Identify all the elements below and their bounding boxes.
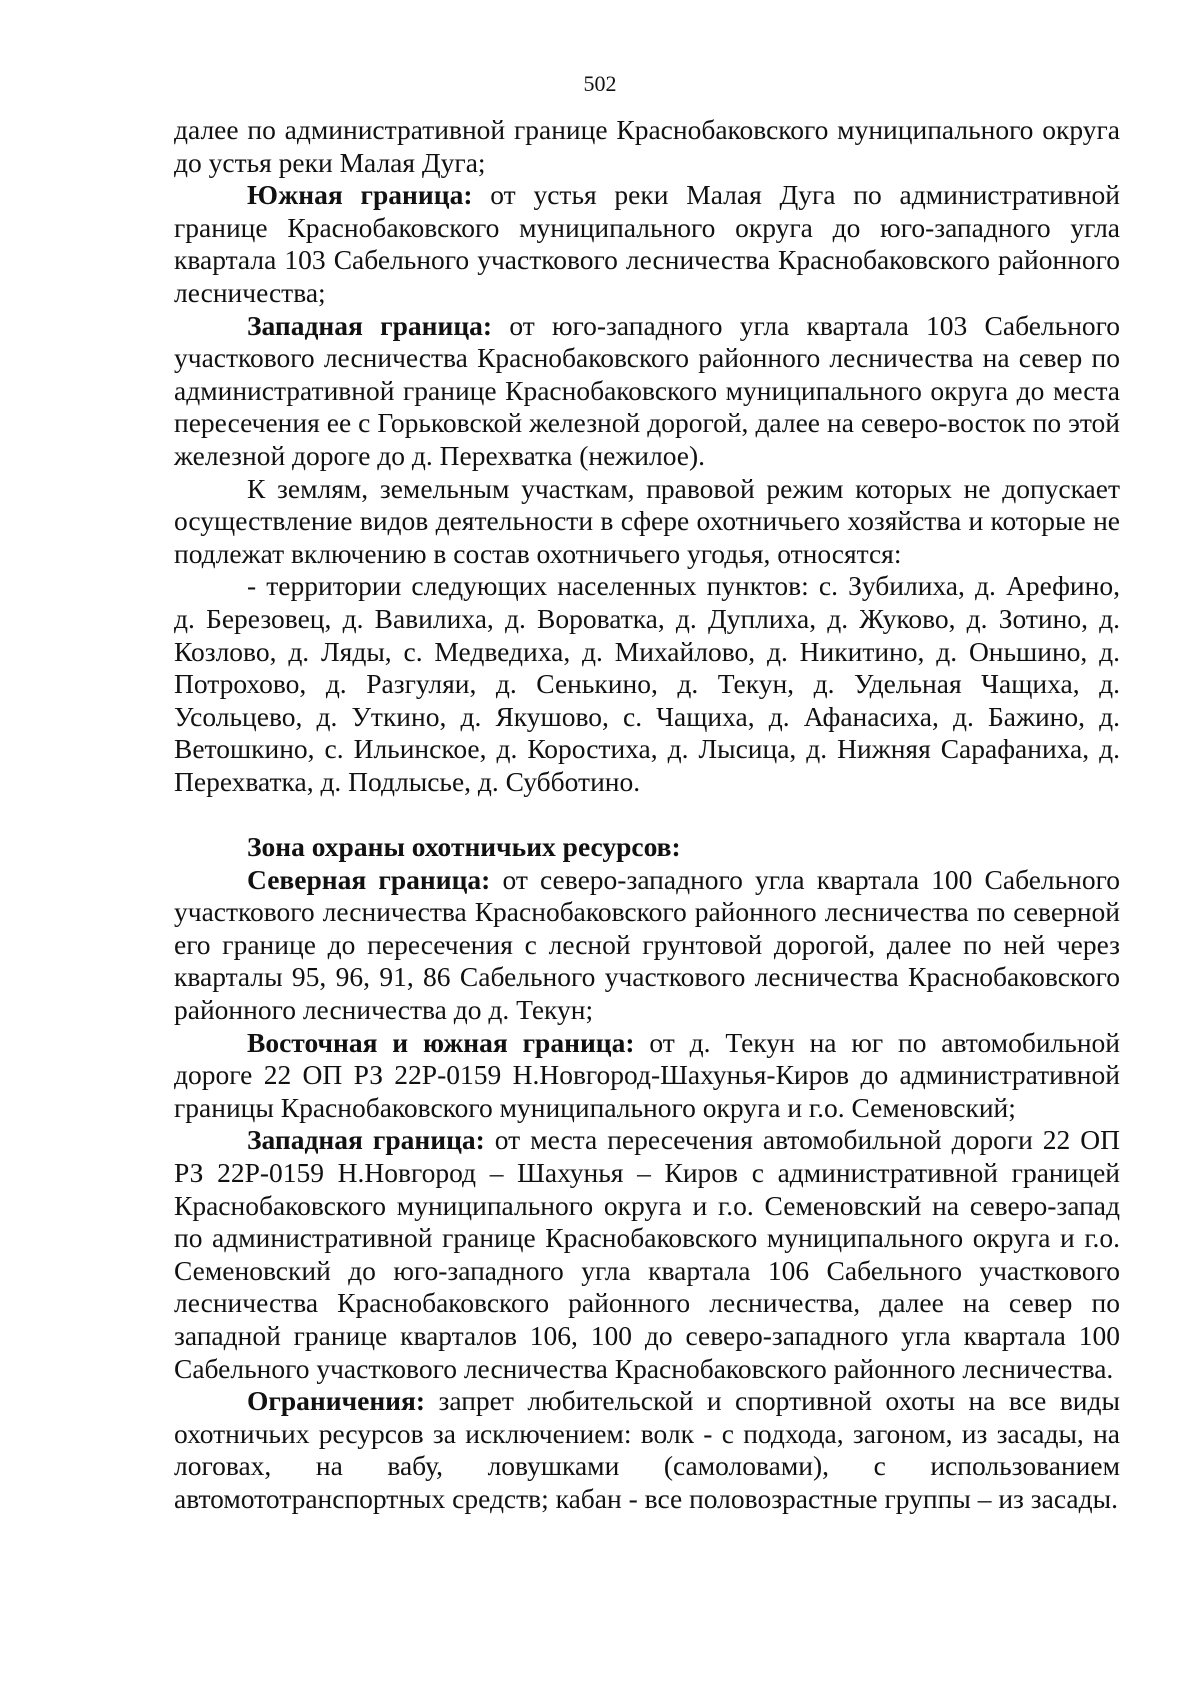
zone-west-boundary-label: Западная граница: [247, 1124, 485, 1156]
exclusions-intro-paragraph: К землям, земельным участкам, правовой режим которых не допускает осуществление видов деятельности в сфере охотничьего хозяйства и которые не подлежат включению в состав охотничьего угодья, относятся: [174, 472, 1120, 569]
restrictions-label: Ограничения: [247, 1385, 426, 1417]
restrictions-paragraph [174, 1385, 1120, 1515]
south-boundary-text: от устья реки Малая Дуга по административной границе Краснобаковского муниципального округа до юго-западного угла квартала 103 Сабельного участкового лесничества Краснобаковского районного лесничества; [174, 179, 1121, 308]
paragraph-continuation: далее по административной границе Краснобаковского муниципального округа до устья реки Малая Дуга; [174, 114, 1120, 178]
west-boundary-paragraph [174, 310, 1120, 473]
west-boundary-label: Западная граница: [247, 309, 493, 341]
south-boundary-label: Южная граница: [247, 179, 473, 211]
south-boundary-paragraph [174, 179, 1120, 309]
north-boundary-paragraph [174, 864, 1120, 1027]
zone-west-boundary-text: от места пересечения автомобильной дороги 22 ОП РЗ 22Р-0159 Н.Новгород – Шахунья – Киров с административной границей Краснобаковского муниципального округа и г.о. Семеновский на северо-запад по административной границе Краснобаковского муниципального округа и г.о. Семеновский до юго-западного угла квартала 106 Сабельного участкового лесничества Краснобаковского районного лесничества, далее на север по западной границе кварталов 106, 100 до северо-западного угла квартала 100 Сабельного участкового лесничества Краснобаковского районного лесничества. [174, 1124, 1120, 1384]
north-boundary-text: от северо-западного угла квартала 100 Сабельного участкового лесничества Краснобаковского районного лесничества по северной его границе до пересечения с лесной грунтовой дорогой, далее по ней через кварталы 95, 96, 91, 86 Сабельного участкового лесничества Краснобаковского районного лесничества до д. Текун; [174, 863, 1120, 1026]
protection-zone-heading: Зона охраны охотничьих ресурсов: [247, 831, 681, 863]
restrictions-text: запрет любительской и спортивной охоты на все виды охотничьих ресурсов за исключением: волк - с подхода, загоном, из засады, на логовах, на вабу, ловушками (самоловами), с использованием автомототранспортных средств; кабан - все половозрастные группы – из засады. [174, 1385, 1120, 1514]
west-boundary-text: от юго-западного угла квартала 103 Сабельного участкового лесничества Краснобаковского районного лесничества на север по административной границе Краснобаковского муниципального округа до места пересечения ее с Горьковской железной дорогой, далее на северо-восток по этой железной дороге до д. Перехватка (нежилое). [174, 309, 1121, 471]
page-number: 502 [583, 71, 617, 96]
east-south-boundary-label: Восточная и южная граница: [247, 1026, 635, 1058]
east-south-boundary-text: от д. Текун на юг по автомобильной дороге 22 ОП РЗ 22Р-0159 Н.Новгород-Шахунья-Киров до административной границы Краснобаковского муниципального округа и г.о. Семеновский; [174, 1026, 1120, 1123]
zone-west-boundary-paragraph [174, 1124, 1120, 1385]
east-south-boundary-paragraph [174, 1027, 1120, 1125]
exclusions-list-paragraph: - территории следующих населенных пунктов: с. Зубилиха, д. Арефино, д. Березовец, д. Вавилиха, д. Вороватка, д. Дуплиха, д. Жуково, д. Зотино, д. Козлово, д. Ляды, с. Медведиха, д. Михайлово, д. Никитино, д. Оньшино, д. Потрохово, д. Разгуляи, д. Сенькино, д. Текун, д. Удельная Чащиха, д. Усольцево, д. Уткино, д. Якушово, с. Чащиха, д. Афанасиха, д. Бажино, д. Ветошкино, с. Ильинское, д. Коростиха, д. Лысица, д. Нижняя Сарафаниха, д. Перехватка, д. Подлысье, д. Субботино. [174, 570, 1120, 797]
north-boundary-label: Северная граница: [247, 863, 491, 895]
document-body [174, 114, 1120, 1516]
